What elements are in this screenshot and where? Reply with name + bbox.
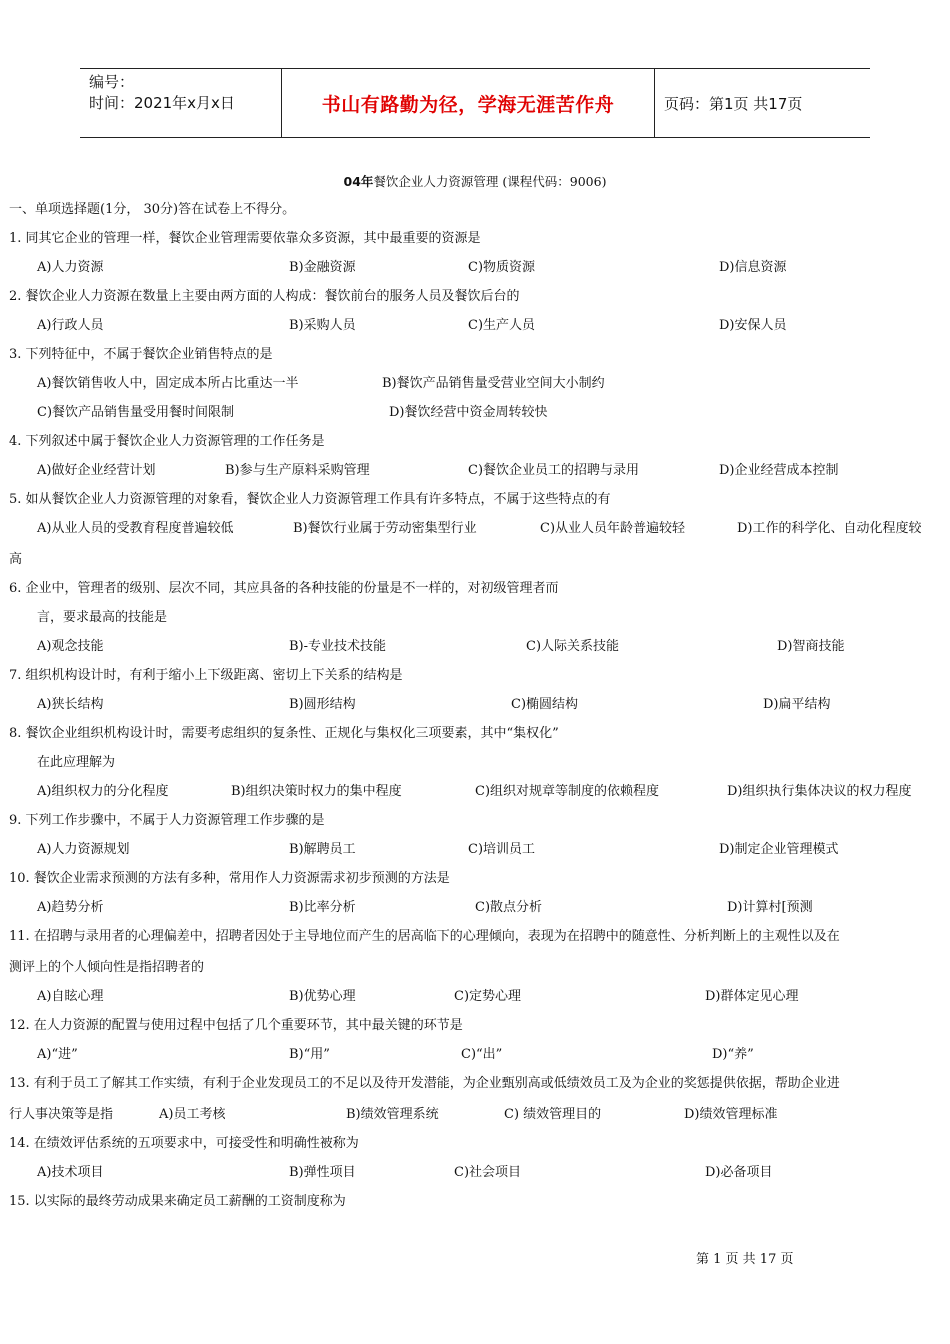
question-13-cont: 行人事决策等是指 <box>9 1107 114 1122</box>
q11-option-d: D)群体定见心理 <box>705 989 799 1004</box>
q14-option-a: A)技术项目 <box>37 1165 104 1180</box>
question-4: 4. 下列叙述中属于餐饮企业人力资源管理的工作任务是 <box>9 434 325 449</box>
q4-option-c: C)餐饮企业员工的招聘与录用 <box>468 463 640 478</box>
time-label: 时间：2021年x月x日 <box>89 94 235 112</box>
q10-option-c: C)散点分析 <box>475 900 543 915</box>
q2-option-a: A)行政人员 <box>37 318 104 333</box>
q5-option-d: D)工作的科学化、自动化程度较 <box>737 521 922 536</box>
title-text: 餐饮企业人力资源管理 (课程代码：9006) <box>373 174 607 189</box>
question-11-cont: 测评上的个人倾向性是指招聘者的 <box>9 960 205 975</box>
q14-option-c: C)社会项目 <box>454 1165 522 1180</box>
header-meta <box>80 69 282 137</box>
q6-option-a: A)观念技能 <box>37 639 104 654</box>
q8-option-d: D)组织执行集体决议的权力程度 <box>727 784 912 799</box>
q13-option-c: C) 绩效管理目的 <box>504 1107 602 1122</box>
q2-option-c: C)生产人员 <box>468 318 536 333</box>
q12-option-d: D)“养” <box>712 1047 754 1062</box>
q4-option-b: B)参与生产原料采购管理 <box>225 463 370 478</box>
question-8-cont: 在此应理解为 <box>37 755 116 770</box>
q12-option-b: B)“用” <box>289 1047 330 1062</box>
motto: 书山有路勤为径，学海无涯苦作舟 <box>282 69 655 137</box>
q14-option-b: B)弹性项目 <box>289 1165 356 1180</box>
q6-option-b: B)-专业技术技能 <box>289 639 387 654</box>
q9-option-d: D)制定企业管理模式 <box>719 842 839 857</box>
question-9: 9. 下列工作步骤中，不属于人力资源管理工作步骤的是 <box>9 813 325 828</box>
question-11: 11. 在招聘与录用者的心理偏差中，招聘者因处于主导地位而产生的居高临下的心理倾向，表现为在招聘中的随意性、分析判断上的主观性以及在 <box>9 929 840 944</box>
q3-option-a: A)餐饮销售收人中，固定成本所占比重达一半 <box>37 376 299 391</box>
q7-option-c: C)椭圆结构 <box>511 697 579 712</box>
q11-option-b: B)优势心理 <box>289 989 356 1004</box>
q13-option-d: D)绩效管理标准 <box>684 1107 778 1122</box>
q11-option-c: C)定势心理 <box>454 989 522 1004</box>
q6-option-d: D)智商技能 <box>777 639 845 654</box>
q9-option-a: A)人力资源规划 <box>37 842 130 857</box>
question-14: 14. 在绩效评估系统的五项要求中，可接受性和明确性被称为 <box>9 1136 359 1151</box>
document-title <box>0 172 950 190</box>
header-table <box>80 68 870 138</box>
q4-option-d: D)企业经营成本控制 <box>719 463 839 478</box>
title-year: 04年 <box>343 174 374 189</box>
q3-option-b: B)餐饮产品销售量受营业空间大小制约 <box>382 376 605 391</box>
question-3: 3. 下列特征中，不属于餐饮企业销售特点的是 <box>9 347 273 362</box>
q11-option-a: A)自眩心理 <box>37 989 104 1004</box>
q2-option-b: B)采购人员 <box>289 318 356 333</box>
q3-option-d: D)餐饮经营中资金周转较快 <box>389 405 548 420</box>
q13-option-b: B)绩效管理系统 <box>346 1107 439 1122</box>
q7-option-b: B)圆形结构 <box>289 697 356 712</box>
q3-option-c: C)餐饮产品销售量受用餐时间限制 <box>37 405 235 420</box>
q10-option-b: B)比率分析 <box>289 900 356 915</box>
q9-option-c: C)培训员工 <box>468 842 536 857</box>
q8-option-b: B)组织决策时权力的集中程度 <box>231 784 402 799</box>
q7-option-a: A)狭长结构 <box>37 697 104 712</box>
question-2: 2. 餐饮企业人力资源在数量上主要由两方面的人构成：餐饮前台的服务人员及餐饮后台的 <box>9 289 520 304</box>
question-6: 6. 企业中，管理者的级别、层次不同，其应具备的各种技能的份量是不一样的，对初级管理者而 <box>9 581 559 596</box>
question-13: 13. 有利于员工了解其工作实绩，有利于企业发现员工的不足以及待开发潜能，为企业甄别高或低绩效员工及为企业的奖惩提供依据，帮助企业进 <box>9 1076 840 1091</box>
page-footer: 第 1 页 共 17 页 <box>696 1252 794 1267</box>
question-7: 7. 组织机构设计时，有利于缩小上下级距离、密切上下关系的结构是 <box>9 668 403 683</box>
question-1: 1. 同其它企业的管理一样，餐饮企业管理需要依靠众多资源，其中最重要的资源是 <box>9 231 481 246</box>
q6-option-c: C)人际关系技能 <box>526 639 620 654</box>
q10-option-a: A)趋势分析 <box>37 900 104 915</box>
page-code: 页码：第1页 共17页 <box>664 94 803 113</box>
question-8: 8. 餐饮企业组织机构设计时，需要考虑组织的复条性、正规化与集权化三项要素，其中“集权化” <box>9 726 559 741</box>
q1-option-b: B)金融资源 <box>289 260 356 275</box>
question-10: 10. 餐饮企业需求预测的方法有多种，常用作人力资源需求初步预测的方法是 <box>9 871 450 886</box>
q12-option-c: C)“出” <box>461 1047 503 1062</box>
q5-option-d-cont: 高 <box>9 552 23 567</box>
q8-option-a: A)组织权力的分化程度 <box>37 784 169 799</box>
q5-option-a: A)从业人员的受教育程度普遍较低 <box>37 521 234 536</box>
q13-option-a: A)员工考核 <box>159 1107 226 1122</box>
q5-option-b: B)餐饮行业属于劳动密集型行业 <box>293 521 477 536</box>
question-12: 12. 在人力资源的配置与使用过程中包括了几个重要环节，其中最关键的环节是 <box>9 1018 463 1033</box>
q1-option-a: A)人力资源 <box>37 260 104 275</box>
question-5: 5. 如从餐饮企业人力资源管理的对象看，餐饮企业人力资源管理工作具有许多特点，不属于这些特点的有 <box>9 492 611 507</box>
q12-option-a: A)“进” <box>37 1047 78 1062</box>
question-15: 15. 以实际的最终劳动成果来确定员工薪酬的工资制度称为 <box>9 1194 346 1209</box>
question-6-cont: 言，要求最高的技能是 <box>37 610 168 625</box>
q14-option-d: D)必备项目 <box>705 1165 773 1180</box>
q8-option-c: C)组织对规章等制度的依赖程度 <box>475 784 660 799</box>
q5-option-c: C)从业人员年龄普遍较轻 <box>540 521 686 536</box>
section-heading: 一、单项选择题(1分， 30分)答在试卷上不得分。 <box>9 202 296 217</box>
q10-option-d: D)计算村[预测 <box>727 900 813 915</box>
number-label: 编号： <box>89 73 135 91</box>
q2-option-d: D)安保人员 <box>719 318 787 333</box>
q7-option-d: D)扁平结构 <box>763 697 831 712</box>
q4-option-a: A)做好企业经营计划 <box>37 463 156 478</box>
q9-option-b: B)解聘员工 <box>289 842 356 857</box>
q1-option-d: D)信息资源 <box>719 260 787 275</box>
q1-option-c: C)物质资源 <box>468 260 536 275</box>
